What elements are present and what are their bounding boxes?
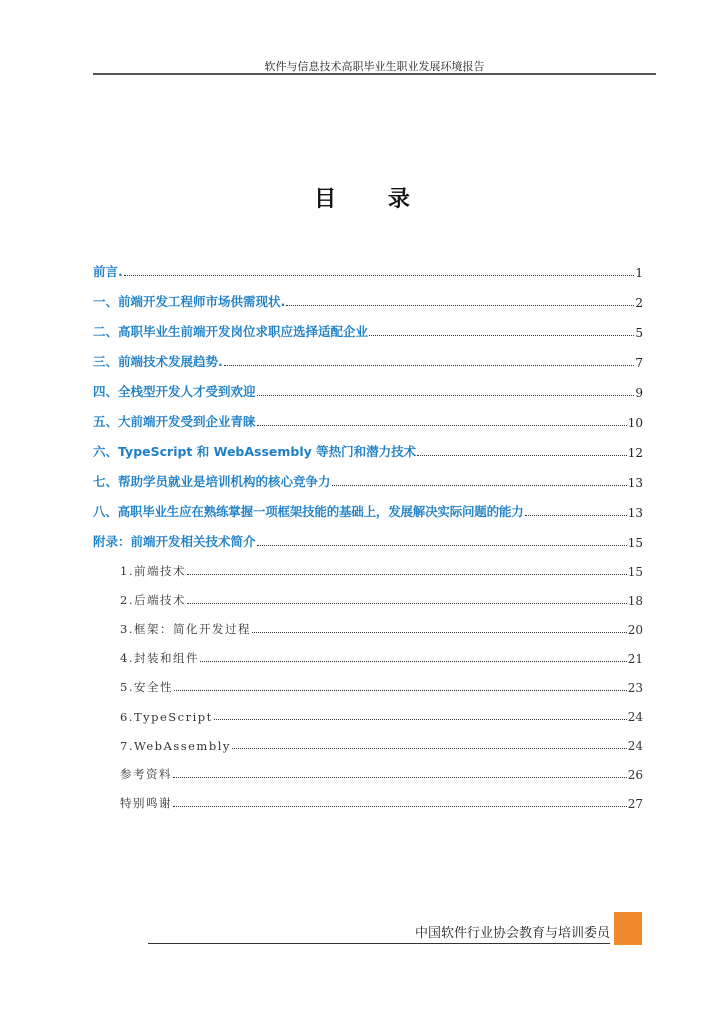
toc-subentry-frontend[interactable] — [93, 550, 643, 579]
footer-organization: 中国软件行业协会教育与培训委员 — [414, 926, 610, 941]
dot-leader — [187, 574, 627, 575]
toc-entry-label: 六、TypeScript 和 WebAssembly 等热门和潜力技术 — [93, 444, 417, 459]
toc-entry-label: 八、高职毕业生应在熟练掌握一项框架技能的基础上，发展解决实际问题的能力 — [93, 504, 524, 519]
dot-leader — [257, 425, 627, 426]
toc-entry-chapter-7[interactable] — [93, 460, 643, 490]
toc-entry-label: 2.后端技术 — [120, 593, 186, 607]
toc-subentry-webassembly[interactable] — [93, 724, 643, 753]
toc-entry-label: 7.WebAssembly — [120, 739, 231, 753]
toc-entry-appendix[interactable] — [93, 520, 643, 550]
toc-entry-page: 27 — [627, 797, 643, 811]
toc-entry-page: 20 — [627, 623, 643, 637]
dot-leader — [173, 806, 627, 807]
toc-subentry-backend[interactable] — [93, 579, 643, 608]
toc-subentry-references[interactable] — [93, 753, 643, 782]
toc-subentry-acknowledgements[interactable] — [93, 782, 643, 811]
toc-entry-page: 24 — [627, 739, 643, 753]
dot-leader — [124, 275, 635, 276]
dot-leader — [252, 632, 627, 633]
toc-entry-page: 24 — [627, 710, 643, 724]
dot-leader — [200, 661, 627, 662]
toc-entry-label: 四、全栈型开发人才受到欢迎 — [93, 384, 256, 399]
toc-entry-chapter-8[interactable] — [93, 490, 643, 520]
dot-leader — [332, 485, 627, 486]
toc-entry-label: 参考资料 — [120, 767, 172, 781]
footer-accent-block — [614, 912, 642, 945]
toc-entry-page: 12 — [627, 446, 643, 460]
toc-entry-page: 23 — [627, 681, 643, 695]
toc-entry-page: 2 — [635, 296, 643, 310]
table-of-contents — [93, 250, 643, 811]
dot-leader — [224, 365, 635, 366]
toc-entry-page: 9 — [635, 386, 643, 400]
toc-entry-page: 5 — [635, 326, 643, 340]
dot-leader — [369, 335, 634, 336]
dot-leader — [525, 515, 627, 516]
toc-entry-page: 1 — [635, 266, 643, 280]
toc-entry-chapter-2[interactable] — [93, 310, 643, 340]
toc-entry-page: 21 — [627, 652, 643, 666]
toc-title: 目 录 — [314, 187, 432, 212]
dot-leader — [257, 395, 635, 396]
toc-entry-page: 7 — [635, 356, 643, 370]
toc-entry-label: 七、帮助学员就业是培训机构的核心竞争力 — [93, 474, 331, 489]
toc-entry-page: 18 — [627, 594, 643, 608]
dot-leader — [214, 719, 627, 720]
toc-entry-label: 1.前端技术 — [120, 564, 186, 578]
toc-subentry-typescript[interactable] — [93, 695, 643, 724]
dot-leader — [173, 777, 627, 778]
toc-subentry-frameworks[interactable] — [93, 608, 643, 637]
toc-entry-page: 15 — [627, 565, 643, 579]
dot-leader — [286, 305, 634, 306]
toc-entry-label: 附录：前端开发相关技术简介 — [93, 534, 256, 549]
toc-entry-label: 4.封装和组件 — [120, 651, 199, 665]
dot-leader — [187, 603, 627, 604]
toc-entry-chapter-6[interactable] — [93, 430, 643, 460]
toc-subentry-security[interactable] — [93, 666, 643, 695]
toc-entry-label: 3.框架：简化开发过程 — [120, 622, 251, 636]
toc-entry-chapter-4[interactable] — [93, 370, 643, 400]
toc-entry-page: 26 — [627, 768, 643, 782]
toc-entry-chapter-1[interactable] — [93, 280, 643, 310]
toc-entry-page: 13 — [627, 506, 643, 520]
toc-entry-label: 5.安全性 — [120, 680, 173, 694]
toc-entry-page: 15 — [627, 536, 643, 550]
header-divider — [93, 73, 656, 75]
toc-entry-preface[interactable] — [93, 250, 643, 280]
dot-leader — [417, 455, 627, 456]
toc-entry-label: 一、前端开发工程师市场供需现状. — [93, 294, 286, 309]
toc-entry-chapter-5[interactable] — [93, 400, 643, 430]
toc-entry-label: 6.TypeScript — [120, 710, 213, 724]
toc-entry-label: 五、大前端开发受到企业青睐 — [93, 414, 256, 429]
toc-entry-label: 前言. — [93, 264, 123, 279]
toc-entry-chapter-3[interactable] — [93, 340, 643, 370]
footer-divider — [148, 943, 610, 944]
toc-entry-label: 三、前端技术发展趋势. — [93, 354, 223, 369]
toc-entry-page: 10 — [627, 416, 643, 430]
running-header-title: 软件与信息技术高职毕业生职业发展环境报告 — [264, 60, 485, 73]
toc-entry-label: 特别鸣谢 — [120, 796, 172, 810]
toc-entry-label: 二、高职毕业生前端开发岗位求职应选择适配企业 — [93, 324, 369, 339]
toc-entry-page: 13 — [627, 476, 643, 490]
dot-leader — [257, 545, 627, 546]
dot-leader — [232, 748, 627, 749]
toc-subentry-components[interactable] — [93, 637, 643, 666]
dot-leader — [174, 690, 627, 691]
